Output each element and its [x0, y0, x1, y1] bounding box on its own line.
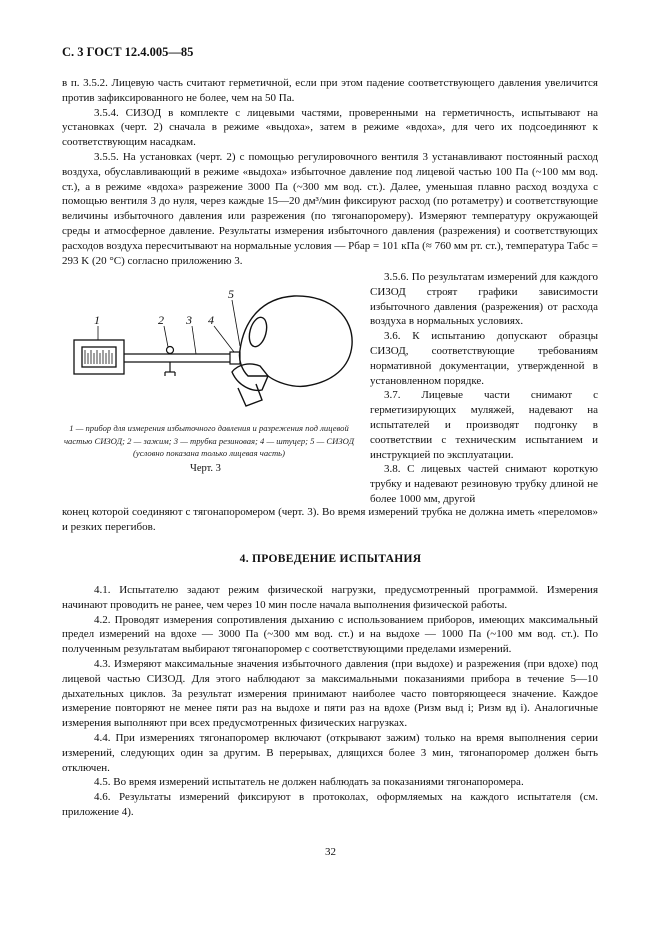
figure-label-2: 2	[158, 313, 164, 327]
paragraph-3-5-4: 3.5.4. СИЗОД в комплекте с лицевыми частями, проверенными на герметичность, испытывают на установках (черт. 2) сначала в режиме «выдоха», затем в режиме «вдоха», для чего их подсоединяют к соответствующим насадкам.	[62, 106, 598, 149]
figure-title: Черт. 3	[190, 463, 221, 474]
paragraph-3-5-6: 3.5.6. По результатам измерений для каждого СИЗОД строят графики зависимости избыточного давления (разрежения) от расхода воздуха в нормальных условиях.	[370, 271, 598, 328]
paragraph-3-5-2-end: в п. 3.5.2. Лицевую часть считают герметичной, если при этом падение соответствующего давления увеличится против зафиксированного не более, чем на 50 Па.	[62, 77, 598, 104]
paragraph-3-8-continuation: конец которой соединяют с тягонапоромером (черт. 3). Во время измерений трубка не должна иметь «переломов» и резких перегибов.	[62, 506, 598, 533]
face-mask	[232, 296, 352, 406]
pressure-gauge-device	[74, 340, 124, 374]
rubber-tube	[124, 354, 230, 362]
figure-3-drawing	[62, 290, 380, 418]
figure-label-5: 5	[228, 290, 234, 301]
paragraph-4-2: 4.2. Проводят измерения сопротивления дыханию с использованием приборов, имеющих максимальный предел измерений на вдохе — 3000 Па (~300 мм вод. ст.) и на выдохе — 1000 Па (~100 мм вод. ст.). По полученным результатам выбирают тягонапоромер с соответствующими пределами измерений.	[62, 613, 598, 656]
fitting	[230, 352, 240, 364]
paragraph-4-3: 4.3. Измеряют максимальные значения избыточного давления (при выдохе) и разрежения (при вдохе) под лицевой частью СИЗОД. Для этого наблюдают за максимальными показаниями прибора в течение 5—10 дыхательных циклов. За результат измерения принимают наиболее часто повторяющееся значение. Каждое измерение повторяют не менее пяти раз на выдохе и пяти раз на вдохе (Pизм выд i; Pизм вд i). Аналогичные измерения выполняют при всех предусмотренных физических нагрузках.	[62, 657, 598, 730]
clamp	[165, 347, 175, 377]
page-header: С. 3 ГОСТ 12.4.005—85	[62, 45, 194, 59]
right-column-block	[370, 270, 598, 507]
figure-label-4: 4	[208, 313, 214, 327]
paragraph-3-6: 3.6. К испытанию допускают образцы СИЗОД, соответствующие требованиям нормативной документации, утвержденной в установленном порядке.	[370, 330, 598, 387]
leader-lines	[98, 300, 240, 354]
paragraph-4-4: 4.4. При измерениях тягонапоромер включают (открывают зажим) только на время выполнения серии измерений, следующих один за другим. В перерывах, длящихся более 3 мин, тягонапоромер должен быть отключен.	[62, 731, 598, 774]
paragraph-3-5-5: 3.5.5. На установках (черт. 2) с помощью регулировочного вентиля 3 устанавливают постоянный расход воздуха, обуславливающий в режиме «выдоха» избыточное давление под лицевой частью 100 Па (~100 мм вод. ст.), а в режиме «вдоха» разрежение 3000 Па (~300 мм вод. ст.). Далее, уменьшая плавно расход воздуха с помощью вентиля 3 до нуля, через каждые 15—20 дм³/мин фиксируют расход (по ротаметру) и соответствующие величины избыточного давления или разрежения (по тягонапоромеру). Измеряют температуру окружающей среды и атмосферное давление. Результаты измерения избыточного давления (разрежения) и соответствующих расходов воздуха пересчитывают на нормальные условия — Pбар = 101 кПа (≈ 760 мм рт. ст.), температура Tабс = 293 K (20 °С) согласно приложению 3.	[62, 150, 598, 267]
paragraph-3-8: 3.8. С лицевых частей снимают короткую трубку и надевают резиновую трубку длиной не более 1000 мм, другой	[370, 463, 598, 505]
figure-label-3: 3	[186, 313, 192, 327]
figure-caption: 1 — прибор для измерения избыточного давления и разрежения под лицевой частью СИЗОД; 2 — зажим; 3 — трубка резиновая; 4 — штуцер; 5 — СИЗОД (условно показана только лицевая часть)	[63, 423, 355, 458]
page-number: 32	[325, 846, 336, 858]
paragraph-3-7: 3.7. Лицевые части снимают с герметизирующих муляжей, надевают на испытателей и производят подгонку в соответствии с техническим испытанием и инструкцией по эксплуатации.	[370, 389, 598, 461]
top-text-block	[62, 76, 598, 268]
section-4-heading: 4. ПРОВЕДЕНИЕ ИСПЫТАНИЯ	[239, 553, 422, 565]
paragraph-4-6: 4.6. Результаты измерений фиксируют в протоколах, оформляемых на каждого испытателя (см. приложение 4).	[62, 791, 598, 818]
section-4-body	[62, 583, 598, 820]
paragraph-4-5: 4.5. Во время измерений испытатель не должен наблюдать за показаниями тягонапоромера.	[94, 776, 524, 789]
paragraph-4-1: 4.1. Испытателю задают режим физической нагрузки, предусмотренный программой. Измерения начинают проводить не ранее, чем через 10 мин после начала выполнения физической работы.	[62, 584, 598, 611]
continuation-block	[62, 505, 598, 535]
figure-label-1: 1	[94, 313, 100, 327]
